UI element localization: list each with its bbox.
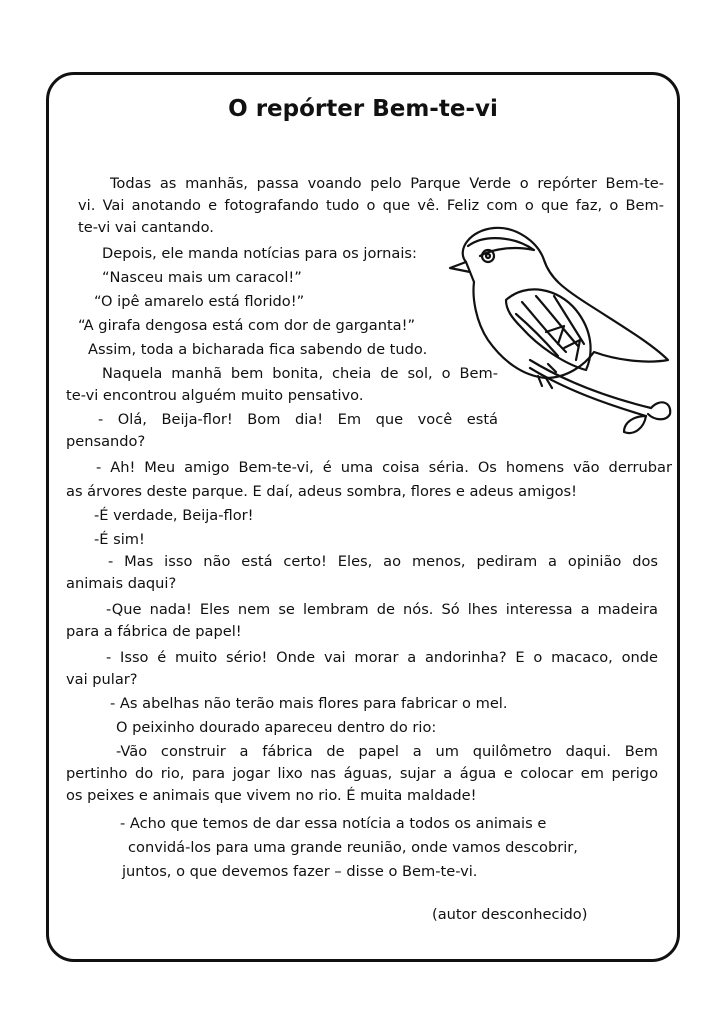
text-line: vai pular? xyxy=(66,671,138,688)
text-line: as árvores deste parque. E daí, adeus sombra, flores e adeus amigos! xyxy=(66,483,577,500)
text-line: - Ah! Meu amigo Bem-te-vi, é uma coisa séria. Os homens vão derrubar xyxy=(96,459,672,476)
text-line: para a fábrica de papel! xyxy=(66,623,242,640)
text-line: O peixinho dourado apareceu dentro do rio: xyxy=(116,719,437,736)
text-line: - Isso é muito sério! Onde vai morar a andorinha? E o macaco, onde xyxy=(106,649,658,666)
text-line: “O ipê amarelo está florido!” xyxy=(94,293,305,310)
text-line: “Nasceu mais um caracol!” xyxy=(102,269,302,286)
text-line: animais daqui? xyxy=(66,575,177,592)
text-line: os peixes e animais que vivem no rio. É muita maldade! xyxy=(66,787,477,804)
text-line: -É sim! xyxy=(94,531,145,548)
text-line: Naquela manhã bem bonita, cheia de sol, o Bem- xyxy=(102,365,498,382)
text-line: - As abelhas não terão mais flores para fabricar o mel. xyxy=(110,695,508,712)
text-line: te-vi vai cantando. xyxy=(78,219,214,236)
page-title: O repórter Bem-te-vi xyxy=(228,96,498,122)
text-line: juntos, o que devemos fazer – disse o Bem-te-vi. xyxy=(122,863,478,880)
text-line: pertinho do rio, para jogar lixo nas águas, sujar a água e colocar em perigo xyxy=(66,765,658,782)
text-line: Todas as manhãs, passa voando pelo Parque Verde o repórter Bem-te- xyxy=(110,175,664,192)
text-line: convidá-los para uma grande reunião, onde vamos descobrir, xyxy=(128,839,578,856)
author-credit: (autor desconhecido) xyxy=(432,906,588,923)
text-line: - Mas isso não está certo! Eles, ao menos, pediram a opinião dos xyxy=(108,553,658,570)
text-line: “A girafa dengosa está com dor de garganta!” xyxy=(78,317,416,334)
text-line: -Vão construir a fábrica de papel a um quilômetro daqui. Bem xyxy=(116,743,658,760)
text-line: - Acho que temos de dar essa notícia a todos os animais e xyxy=(120,815,547,832)
text-line: -Que nada! Eles nem se lembram de nós. Só lhes interessa a madeira xyxy=(106,601,658,618)
text-line: te-vi encontrou alguém muito pensativo. xyxy=(66,387,364,404)
text-line: -É verdade, Beija-flor! xyxy=(94,507,254,524)
text-line: pensando? xyxy=(66,433,146,450)
text-line: - Olá, Beija-flor! Bom dia! Em que você está xyxy=(98,411,498,428)
text-line: Assim, toda a bicharada fica sabendo de tudo. xyxy=(88,341,428,358)
bird-illustration xyxy=(446,222,672,444)
text-line: Depois, ele manda notícias para os jornais: xyxy=(102,245,417,262)
text-line: vi. Vai anotando e fotografando tudo o que vê. Feliz com o que faz, o Bem- xyxy=(78,197,664,214)
